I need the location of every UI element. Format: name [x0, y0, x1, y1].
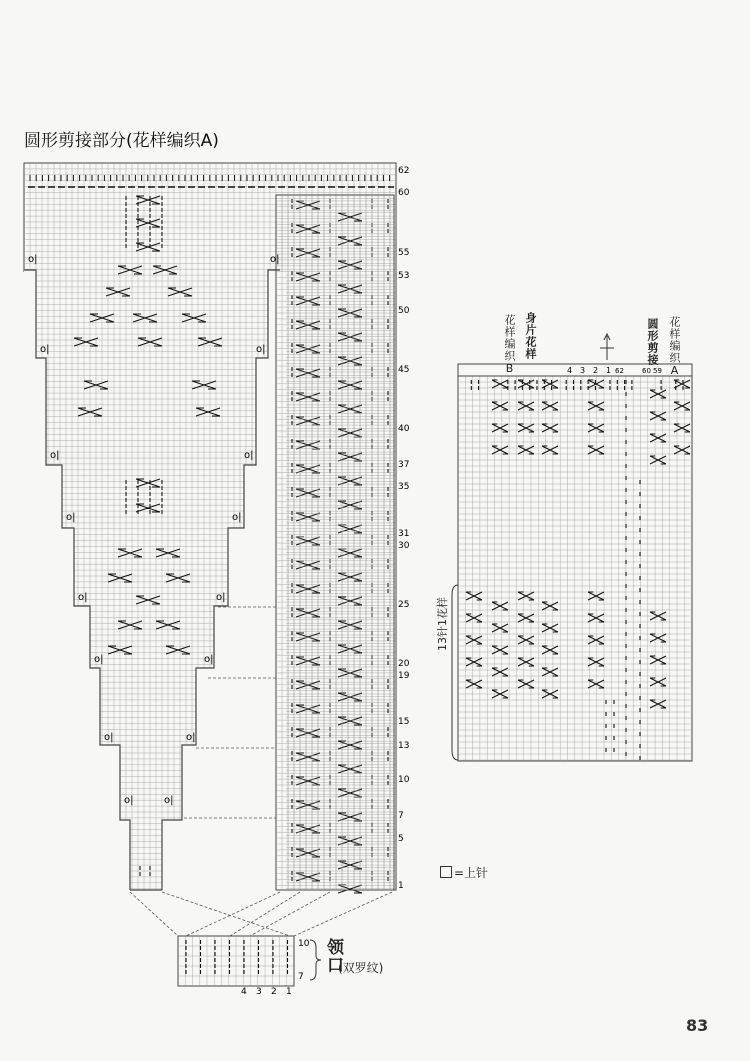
neckband-labels: [241, 939, 321, 997]
decrease-mark: o|: [124, 795, 134, 806]
decrease-mark: o|: [216, 592, 226, 603]
decrease-mark: o|: [50, 450, 60, 461]
cable-cross-symbol: [118, 621, 142, 629]
cable-cross-symbol: [518, 592, 534, 600]
cable-cross-symbol: [166, 574, 190, 582]
main-row-labels: [398, 166, 410, 891]
decrease-mark: o|: [28, 254, 38, 265]
cable-cross-symbol: [296, 417, 320, 425]
decrease-mark: o|: [244, 450, 254, 461]
purl-symbol-icon: [440, 866, 452, 878]
decrease-mark: o|: [94, 654, 104, 665]
cable-cross-symbol: [296, 561, 320, 569]
cable-cross-symbol: [650, 434, 666, 442]
decrease-mark: o|: [66, 512, 76, 523]
cable-cross-symbol: [106, 288, 130, 296]
cable-cross-symbol: [338, 645, 362, 653]
cable-cross-symbol: [133, 314, 157, 322]
row-label: 19: [398, 671, 410, 681]
cable-cross-symbol: [296, 201, 320, 209]
connector-line: [130, 892, 178, 936]
round-yoke-label: 圆形剪接: [646, 318, 659, 366]
side-col-label: 62: [615, 367, 624, 375]
cable-cross-symbol: [296, 441, 320, 449]
cable-cross-symbol: [466, 658, 482, 666]
cable-cross-symbol: [136, 219, 160, 227]
neck-row-label: 7: [298, 972, 304, 982]
neckband-rib-label: (双罗纹): [338, 961, 384, 975]
cable-cross-symbol: [296, 609, 320, 617]
legend-text: =上针: [454, 866, 489, 880]
cable-cross-symbol: [338, 453, 362, 461]
gap: [282, 272, 286, 892]
decrease-mark: o|: [104, 732, 114, 743]
cable-cross-symbol: [296, 585, 320, 593]
row-label: 60: [398, 188, 410, 198]
repeat-label: 13针1花样: [436, 597, 449, 651]
cable-cross-symbol: [588, 380, 604, 388]
cable-cross-symbol: [338, 717, 362, 725]
cable-cross-symbol: [542, 602, 558, 610]
cable-cross-symbol: [338, 813, 362, 821]
row-label: 25: [398, 600, 410, 610]
cable-cross-symbol: [650, 656, 666, 664]
decrease-mark: o|: [40, 344, 50, 355]
cable-cross-symbol: [118, 266, 142, 274]
side-col-label: 2: [593, 366, 599, 375]
row-label: 35: [398, 482, 410, 492]
neck-col-label: 3: [256, 987, 262, 997]
side-col-label: 1: [606, 366, 612, 375]
body-pattern-label: 身片花样: [524, 312, 537, 360]
cable-cross-symbol: [588, 592, 604, 600]
row-label: 37: [398, 460, 410, 470]
cable-cross-symbol: [650, 412, 666, 420]
cable-cross-symbol: [338, 573, 362, 581]
cable-cross-symbol: [296, 633, 320, 641]
neck-col-label: 4: [241, 987, 247, 997]
cable-cross-symbol: [338, 741, 362, 749]
cable-cross-symbol: [542, 446, 558, 454]
decrease-mark: o|: [270, 254, 280, 265]
cable-cross-symbol: [338, 885, 362, 893]
cable-cross-symbol: [588, 658, 604, 666]
cable-cross-symbol: [296, 369, 320, 377]
cable-cross-symbol: [338, 789, 362, 797]
row-label: 15: [398, 717, 410, 727]
cable-cross-symbol: [196, 408, 220, 416]
decrease-mark: o|: [186, 732, 196, 743]
row-label: 31: [398, 529, 410, 539]
row-label: 7: [398, 811, 404, 821]
cable-cross-symbol: [542, 646, 558, 654]
cable-cross-symbol: [296, 249, 320, 257]
row-label: 20: [398, 659, 410, 669]
cable-cross-symbol: [296, 777, 320, 785]
cable-cross-symbol: [296, 273, 320, 281]
row-label: 62: [398, 166, 410, 176]
cable-cross-symbol: [650, 634, 666, 642]
cable-cross-symbol: [518, 380, 534, 388]
pattern-b-label: 花样编织B: [503, 314, 516, 376]
cable-cross-symbol: [338, 261, 362, 269]
row-label: 5: [398, 834, 404, 844]
cable-cross-symbol: [674, 380, 690, 388]
neck-col-label: 2: [271, 987, 277, 997]
neckband-label: 领口: [323, 938, 343, 974]
cable-cross-symbol: [136, 196, 160, 204]
cable-cross-symbol: [588, 680, 604, 688]
cable-cross-symbol: [518, 614, 534, 622]
decrease-mark: o|: [78, 592, 88, 603]
neck-row-label: 10: [298, 939, 310, 949]
repeat-bracket: [452, 585, 458, 760]
row-label: 40: [398, 424, 410, 434]
cable-cross-symbol: [296, 393, 320, 401]
side-col-label: 60: [642, 367, 651, 375]
cable-cross-symbol: [136, 479, 160, 487]
page-title: 圆形剪接部分(花样编织A): [24, 131, 219, 151]
cable-cross-symbol: [296, 729, 320, 737]
cable-cross-symbol: [588, 424, 604, 432]
cable-cross-symbol: [74, 338, 98, 346]
cable-cross-symbol: [588, 446, 604, 454]
cable-cross-symbol: [338, 213, 362, 221]
decrease-mark: o|: [204, 654, 214, 665]
cable-cross-symbol: [118, 549, 142, 557]
cable-cross-symbol: [518, 424, 534, 432]
row-label: 53: [398, 271, 410, 281]
row-label: 50: [398, 306, 410, 316]
row-label: 1: [398, 881, 404, 891]
pattern-a-label: 花样编织A: [668, 316, 681, 378]
cable-cross-symbol: [466, 680, 482, 688]
cable-cross-symbol: [338, 621, 362, 629]
cable-cross-symbol: [182, 314, 206, 322]
cable-cross-symbol: [296, 801, 320, 809]
decrease-mark: o|: [232, 512, 242, 523]
cable-cross-symbol: [338, 285, 362, 293]
band-grid-lines: [276, 195, 394, 890]
cable-cross-symbol: [466, 592, 482, 600]
cable-cross-symbol: [296, 225, 320, 233]
cable-cross-symbol: [136, 596, 160, 604]
decrease-mark: o|: [256, 344, 266, 355]
side-col-label: 3: [580, 366, 586, 375]
cable-cross-symbol: [588, 614, 604, 622]
cable-cross-symbol: [542, 424, 558, 432]
cable-cross-symbol: [338, 765, 362, 773]
neckband-chart: [178, 936, 294, 986]
page-number: 83: [686, 1016, 709, 1035]
cable-cross-symbol: [338, 429, 362, 437]
band-grid-frame: [276, 195, 394, 890]
decrease-mark: o|: [164, 795, 174, 806]
cable-cross-symbol: [466, 614, 482, 622]
connector-line: [162, 892, 290, 936]
cable-cross-symbol: [674, 424, 690, 432]
cable-cross-symbol: [338, 381, 362, 389]
cable-cross-symbol: [338, 597, 362, 605]
neck-grid-lines: [178, 936, 294, 986]
cable-cross-symbol: [518, 680, 534, 688]
row-label: 55: [398, 248, 410, 258]
cable-cross-symbol: [650, 700, 666, 708]
cable-cross-symbol: [136, 243, 160, 251]
side-col-label: 59: [653, 367, 662, 375]
cable-cross-symbol: [542, 668, 558, 676]
row-label: 45: [398, 365, 410, 375]
cable-cross-symbol: [296, 753, 320, 761]
side-col-label: 4: [567, 366, 573, 375]
connector-line: [294, 892, 392, 936]
cable-cross-symbol: [338, 405, 362, 413]
cable-cross-symbol: [338, 237, 362, 245]
cable-cross-symbol: [296, 537, 320, 545]
cable-cross-symbol: [674, 446, 690, 454]
cable-cross-symbol: [518, 658, 534, 666]
cable-cross-symbol: [518, 446, 534, 454]
legend: [440, 864, 488, 881]
connector-line: [186, 892, 280, 936]
row-label: 30: [398, 541, 410, 551]
brace: [310, 940, 321, 980]
row-label: 13: [398, 741, 410, 751]
row-label: 10: [398, 775, 410, 785]
cable-cross-symbol: [153, 266, 177, 274]
side-chart: [452, 364, 692, 761]
cable-cross-symbol: [338, 549, 362, 557]
main-chart-outline: [22, 270, 286, 892]
neck-col-label: 1: [286, 987, 292, 997]
yoke-band-chart: [276, 195, 394, 890]
